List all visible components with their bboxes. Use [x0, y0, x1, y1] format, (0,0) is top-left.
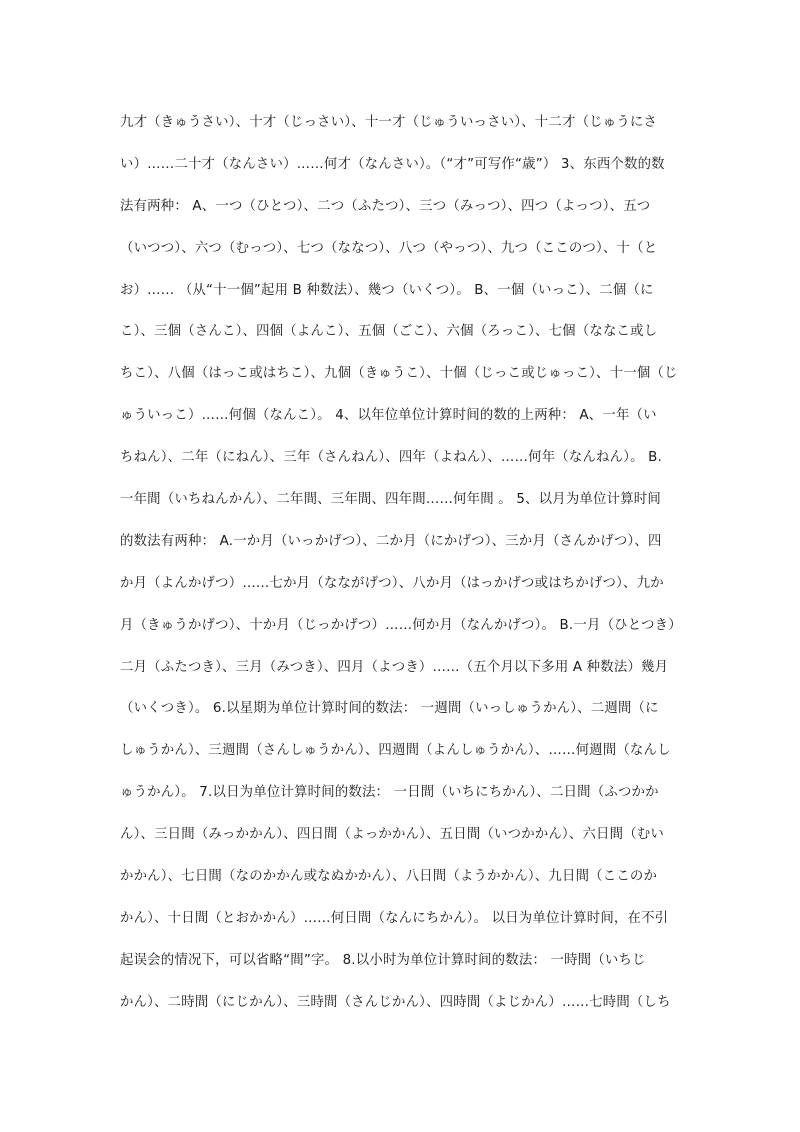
text-line: こ）、三個（さんこ）、四個（よんこ）、五個（ごこ）、六個（ろっこ）、七個（ななこ或し: [120, 324, 658, 340]
text-line: 二月（ふたつき）、三月（みつき）、四月（よつき）……（五个月以下多用 A 种数法）幾月: [120, 659, 669, 675]
text-line: お）…… （从“十一個”起用 B 种数法）、幾つ（いくつ）。 B、一個（いっこ）、二個（に: [120, 282, 654, 298]
body-text: [120, 102, 682, 1024]
text-line: しゅうかん）、三週間（さんしゅうかん）、四週間（よんしゅうかん）、……何週間（なんし: [120, 743, 671, 759]
text-line: かん）、十日間（とおかかん）……何日間（なんにちかん）。 以日为单位计算时间，在不引: [120, 910, 669, 926]
text-line: ゅうかん）。 7.以日为单位计算时间的数法： 一日間（いちにちかん）、二日間（ふつかか: [120, 785, 659, 801]
text-line: かかん）、七日間（なのかかん或なぬかかん）、八日間（ようかかん）、九日間（ここのか: [120, 869, 658, 885]
text-line: かん）、二時間（にじかん）、三時間（さんじかん）、四時間（よじかん）……七時間（しち: [120, 994, 671, 1010]
text-line: （いくつき）。 6.以星期为单位计算时间的数法： 一週間（いっしゅうかん）、二週間（に: [120, 701, 659, 717]
text-line: ゅういっこ）……何個（なんこ）。 4、以年位单位计算时间的数的上两种： A、一年（い: [120, 408, 657, 424]
text-line: ん）、三日間（みっかかん）、四日間（よっかかん）、五日間（いつかかん）、六日間（むい: [120, 827, 665, 843]
text-line: か月（よんかげつ）……七か月（なながげつ）、八か月（はっかげつ或はちかげつ）、九か: [120, 575, 664, 591]
text-line: 九才（きゅうさい）、十才（じっさい）、十一才（じゅういっさい）、十二才（じゅうにさ: [120, 115, 658, 130]
text-line: ちねん）、二年（にねん）、三年（さんねん）、四年（よねん）、……何年（なんねん）。 B.: [120, 450, 663, 466]
text-line: 法有两种： A、一つ（ひとつ）、二つ（ふたつ）、三つ（みっつ）、四つ（よっつ）、五つ: [120, 198, 651, 214]
text-line: ちこ）、八個（はっこ或はちこ）、九個（きゅうこ）、十個（じっこ或じゅっこ）、十一個（じ: [120, 366, 678, 382]
text-line: 的数法有两种： A.一か月（いっかげつ）、二か月（にかげつ）、三か月（さんかげつ）、四: [120, 533, 662, 549]
text-line: 起误会的情况下，可以省略“間”字。 8.以小时为单位计算时间的数法： 一時間（いちじ: [120, 952, 646, 968]
text-line: （いつつ）、六つ（むっつ）、七つ（ななつ）、八つ（やっつ）、九つ（ここのつ）、十（と: [120, 240, 658, 256]
text-line: 一年間（いちねんかん）、二年間、三年間、四年間……何年間 。 5、以月为单位计算时间: [120, 492, 661, 508]
text-line: い）……二十才（なんさい）……何才（なんさい）。（“才”可写作“歳”） 3、东西个数的数: [120, 156, 665, 172]
text-line: 月（きゅうかげつ）、十か月（じっかげつ）……何か月（なんかげつ）。 B.一月（ひとつき）: [120, 617, 682, 633]
